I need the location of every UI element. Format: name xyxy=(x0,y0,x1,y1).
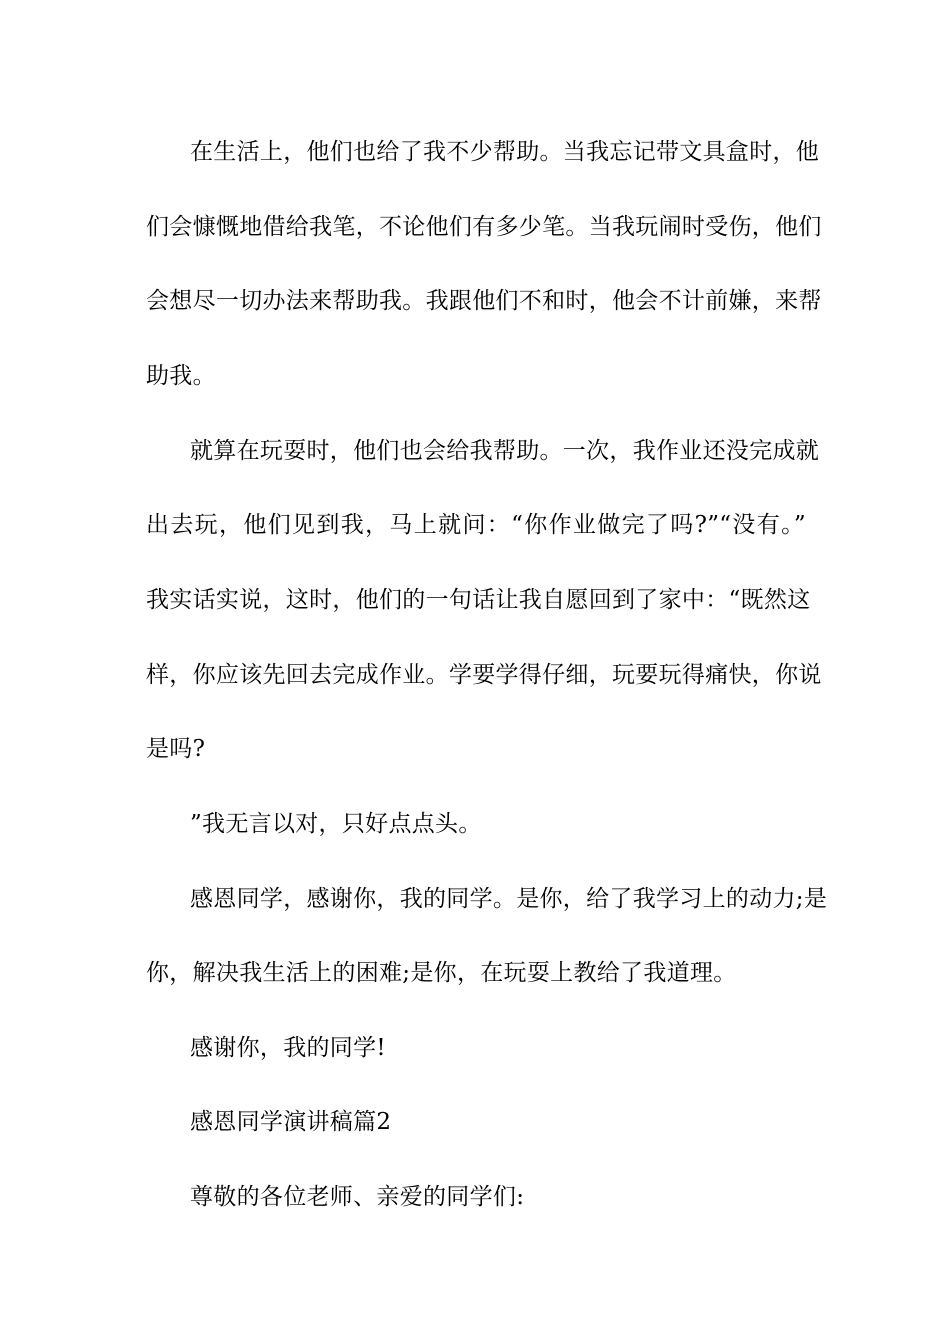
salutation-line: 尊敬的各位老师、亲爱的同学们: xyxy=(190,1184,525,1210)
paragraph-2-line-2: 出去玩，他们见到我，马上就问：“你作业做完了吗?”“没有。” xyxy=(146,512,806,538)
paragraph-1-line-2: 们会慷慨地借给我笔，不论他们有多少笔。当我玩闹时受伤，他们 xyxy=(146,214,822,240)
paragraph-1-line-3: 会想尽一切办法来帮助我。我跟他们不和时，他会不计前嫌，来帮 xyxy=(146,288,822,314)
paragraph-2-line-4: 样，你应该先回去完成作业。学要学得仔细，玩要玩得痛快，你说 xyxy=(146,662,822,688)
paragraph-2-line-5: 是吗? xyxy=(146,736,206,762)
paragraph-2-line-1: 就算在玩耍时，他们也会给我帮助。一次，我作业还没完成就 xyxy=(190,438,820,464)
paragraph-4-line-1: 感恩同学，感谢你，我的同学。是你，给了我学习上的动力;是 xyxy=(190,886,828,912)
section-heading: 感恩同学演讲稿篇2 xyxy=(190,1109,392,1135)
paragraph-5-line-1: 感谢你，我的同学! xyxy=(190,1035,386,1061)
paragraph-3-line-1: ”我无言以对，只好点点头。 xyxy=(190,811,482,837)
paragraph-1-line-4: 助我。 xyxy=(146,363,216,389)
paragraph-4-line-2: 你，解决我生活上的困难;是你，在玩耍上教给了我道理。 xyxy=(146,960,737,986)
paragraph-1-line-1: 在生活上，他们也给了我不少帮助。当我忘记带文具盒时，他 xyxy=(190,139,820,165)
paragraph-2-line-3: 我实话实说，这时，他们的一句话让我自愿回到了家中：“既然这 xyxy=(146,587,811,613)
